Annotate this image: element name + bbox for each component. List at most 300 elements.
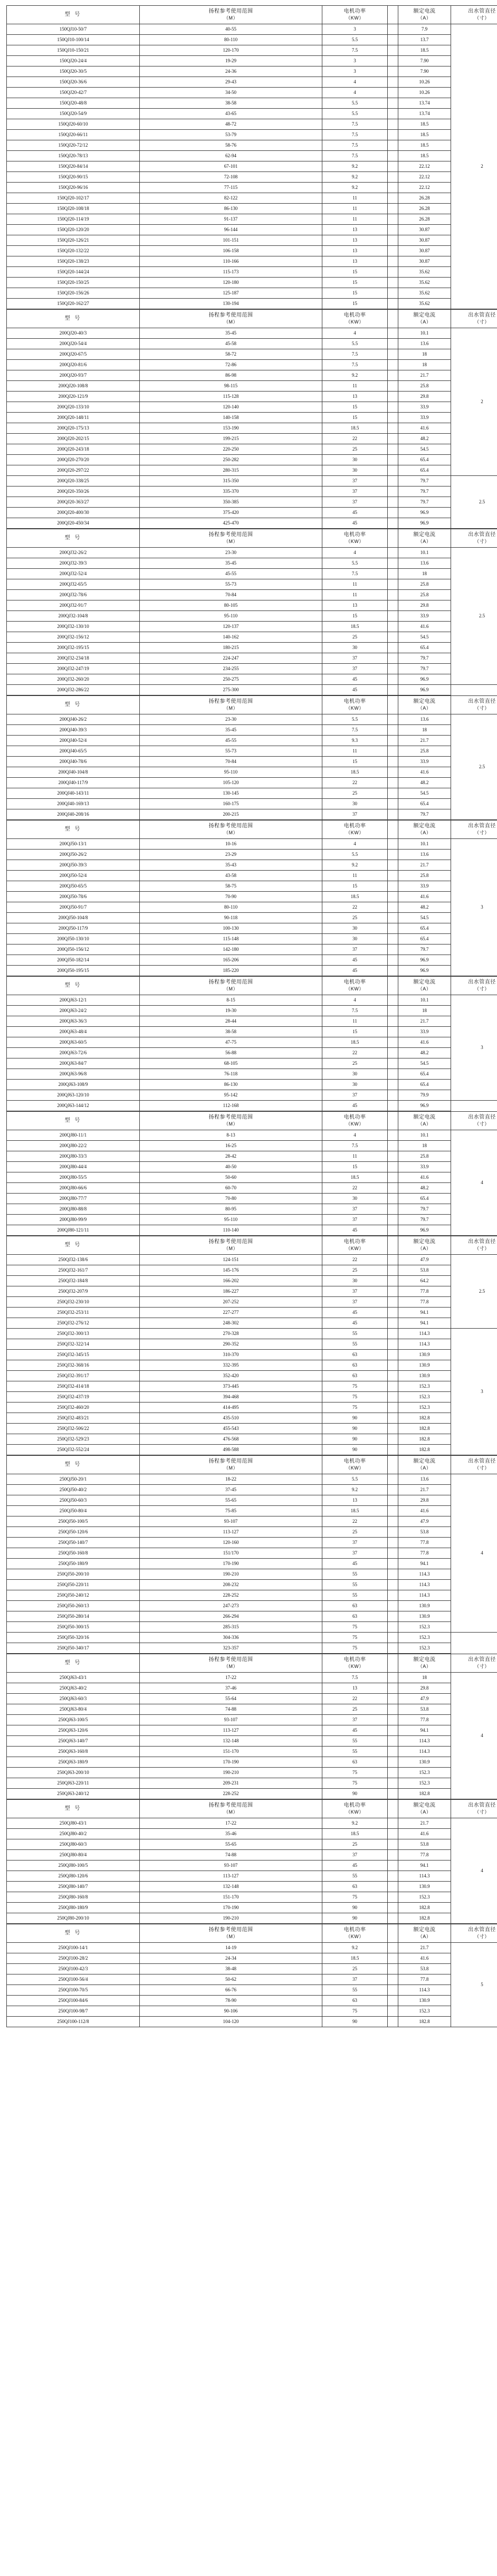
cell-head-range: 352-420 <box>140 1371 322 1381</box>
cell-motor-power: 11 <box>322 590 388 600</box>
cell-rated-current: 79.7 <box>398 809 451 820</box>
cell-head-range: 310-370 <box>140 1350 322 1360</box>
cell-spacer <box>388 1308 398 1318</box>
column-header-spacer <box>388 1112 398 1130</box>
cell-rated-current: 53.8 <box>398 1527 451 1538</box>
cell-model: 250QJ50-260/13 <box>7 1601 140 1611</box>
cell-motor-power: 4 <box>322 548 388 558</box>
cell-rated-current: 77.8 <box>398 1297 451 1308</box>
cell-rated-current: 79.7 <box>398 664 451 674</box>
column-header-rated-current-line1: 额定电流 <box>413 1458 436 1465</box>
cell-rated-current: 18 <box>398 1006 451 1016</box>
cell-spacer <box>388 109 398 119</box>
cell-motor-power: 11 <box>322 1016 388 1027</box>
cell-outlet-diameter: 2.5 <box>451 1255 497 1329</box>
cell-head-range: 112-168 <box>140 1101 322 1111</box>
cell-motor-power: 11 <box>322 746 388 757</box>
cell-spacer <box>388 1974 398 1985</box>
cell-rated-current: 13.6 <box>398 339 451 349</box>
cell-spacer <box>388 1027 398 1037</box>
cell-model: 250QJ63-100/5 <box>7 1715 140 1725</box>
cell-rated-current: 54.5 <box>398 1058 451 1069</box>
table-row <box>7 1818 497 1829</box>
cell-model: 250QJ63-60/3 <box>7 1694 140 1704</box>
cell-motor-power: 25 <box>322 444 388 455</box>
cell-spacer <box>388 1350 398 1360</box>
column-header-outlet-diameter <box>451 820 497 839</box>
cell-model: 200QJ40-169/13 <box>7 799 140 809</box>
column-header-outlet-diameter <box>451 1654 497 1673</box>
column-header-rated-current-line2: （A） <box>417 986 432 991</box>
cell-motor-power: 75 <box>322 1633 388 1643</box>
table-row <box>7 130 497 140</box>
cell-model: 200QJ80-77/7 <box>7 1194 140 1204</box>
cell-head-range: 19-29 <box>140 56 322 66</box>
cell-motor-power: 9.2 <box>322 183 388 193</box>
column-header-outlet-diameter-line1: 出水管直径 <box>468 8 496 15</box>
cell-motor-power: 22 <box>322 1255 388 1265</box>
cell-spacer <box>388 1892 398 1903</box>
column-header-rated-current-line1: 额定电流 <box>413 1802 436 1809</box>
column-header-rated-current <box>398 820 451 839</box>
table-row <box>7 1974 497 1985</box>
cell-model: 200QJ32-286/22 <box>7 685 140 695</box>
cell-spacer <box>388 1818 398 1829</box>
table-row <box>7 119 497 130</box>
cell-spacer <box>388 871 398 881</box>
cell-motor-power: 3 <box>322 24 388 35</box>
cell-model: 200QJ32-195/15 <box>7 643 140 653</box>
cell-model: 200QJ50-182/14 <box>7 955 140 966</box>
column-header-head-range-line2: （M） <box>224 1663 238 1669</box>
table-row <box>7 1715 497 1725</box>
cell-motor-power: 5.5 <box>322 714 388 725</box>
column-header-model <box>7 1654 140 1673</box>
cell-motor-power: 90 <box>322 1789 388 1799</box>
cell-spacer <box>388 1747 398 1757</box>
cell-head-range: 304-336 <box>140 1633 322 1643</box>
cell-spacer <box>388 392 398 402</box>
spec-table <box>6 1654 497 1799</box>
table-row <box>7 736 497 746</box>
cell-head-range: 498-588 <box>140 1445 322 1455</box>
cell-rated-current: 77.8 <box>398 1538 451 1548</box>
column-header-rated-current <box>398 1456 451 1474</box>
cell-spacer <box>388 1445 398 1455</box>
table-row <box>7 1829 497 1839</box>
column-header-model <box>7 1924 140 1943</box>
table-row <box>7 1090 497 1101</box>
cell-spacer <box>388 1683 398 1694</box>
cell-head-range: 38-58 <box>140 1027 322 1037</box>
cell-spacer <box>388 1485 398 1495</box>
cell-spacer <box>388 1413 398 1424</box>
cell-model: 200QJ50-78/6 <box>7 892 140 902</box>
table-header-row <box>7 696 497 714</box>
cell-model: 200QJ32-234/18 <box>7 653 140 664</box>
table-row <box>7 569 497 579</box>
column-header-rated-current-line2: （A） <box>417 705 432 711</box>
cell-model: 200QJ80-66/6 <box>7 1183 140 1194</box>
cell-rated-current: 25.8 <box>398 590 451 600</box>
table-row <box>7 1080 497 1090</box>
column-header-rated-current-line2: （A） <box>417 1465 432 1471</box>
table-row <box>7 1058 497 1069</box>
cell-head-range: 17-22 <box>140 1673 322 1683</box>
table-row <box>7 381 497 392</box>
cell-motor-power: 15 <box>322 1027 388 1037</box>
cell-motor-power: 7.5 <box>322 725 388 736</box>
column-header-motor-power-line1: 电机功率 <box>343 1114 366 1121</box>
cell-head-range: 455-543 <box>140 1424 322 1434</box>
cell-model: 200QJ20-297/22 <box>7 465 140 476</box>
cell-motor-power: 55 <box>322 1329 388 1339</box>
cell-head-range: 35-46 <box>140 1829 322 1839</box>
cell-model: 200QJ20-175/13 <box>7 423 140 434</box>
cell-model: 150QJ20-162/27 <box>7 299 140 309</box>
cell-spacer <box>388 1861 398 1871</box>
cell-head-range: 120-160 <box>140 1538 322 1548</box>
cell-model: 200QJ40-117/9 <box>7 778 140 788</box>
column-header-motor-power <box>322 977 388 995</box>
cell-model: 200QJ20-338/25 <box>7 476 140 486</box>
cell-head-range: 170-190 <box>140 1559 322 1569</box>
cell-motor-power: 7.5 <box>322 1006 388 1016</box>
cell-head-range: 95-110 <box>140 611 322 622</box>
cell-spacer <box>388 860 398 871</box>
spec-table <box>6 820 497 976</box>
column-header-outlet-diameter-line2: （寸） <box>474 1121 490 1127</box>
cell-head-range: 142-180 <box>140 944 322 955</box>
cell-motor-power: 7.5 <box>322 45 388 56</box>
table-row <box>7 1276 497 1286</box>
cell-head-range: 86-130 <box>140 1080 322 1090</box>
cell-head-range: 18-22 <box>140 1474 322 1485</box>
cell-model: 150QJ20-102/17 <box>7 193 140 204</box>
cell-model: 200QJ80-33/3 <box>7 1151 140 1162</box>
cell-motor-power: 75 <box>322 1622 388 1633</box>
cell-model: 250QJ32-322/14 <box>7 1339 140 1350</box>
cell-rated-current: 13.6 <box>398 850 451 860</box>
cell-model: 150QJ20-42/7 <box>7 88 140 98</box>
cell-spacer <box>388 736 398 746</box>
column-header-rated-current-line1: 额定电流 <box>413 8 436 15</box>
column-header-motor-power-line2: （KW） <box>346 1933 364 1939</box>
cell-head-range: 38-58 <box>140 98 322 109</box>
spec-table <box>6 976 497 1111</box>
cell-head-range: 120-140 <box>140 402 322 413</box>
cell-rated-current: 114.3 <box>398 1329 451 1339</box>
cell-spacer <box>388 381 398 392</box>
table-row <box>7 267 497 278</box>
cell-rated-current: 30.87 <box>398 235 451 246</box>
table-row <box>7 1527 497 1538</box>
cell-outlet-diameter: 2 <box>451 24 497 309</box>
cell-head-range: 120-170 <box>140 45 322 56</box>
cell-rated-current: 65.4 <box>398 1069 451 1080</box>
table-row <box>7 944 497 955</box>
cell-rated-current: 182.8 <box>398 1413 451 1424</box>
spec-table <box>6 695 497 820</box>
cell-head-range: 55-65 <box>140 1495 322 1506</box>
cell-model: 200QJ50-156/12 <box>7 944 140 955</box>
cell-model: 200QJ20-67/5 <box>7 349 140 360</box>
cell-rated-current: 33.9 <box>398 402 451 413</box>
column-header-head-range-line2: （M） <box>224 986 238 991</box>
cell-model: 250QJ32-368/16 <box>7 1360 140 1371</box>
column-header-head-range <box>140 529 322 548</box>
column-header-motor-power <box>322 1236 388 1255</box>
cell-head-range: 37-46 <box>140 1683 322 1694</box>
column-header-rated-current-line1: 额定电流 <box>413 312 436 319</box>
cell-head-range: 98-115 <box>140 381 322 392</box>
cell-outlet-diameter: 4 <box>451 1673 497 1799</box>
cell-spacer <box>388 1276 398 1286</box>
table-header-row <box>7 529 497 548</box>
cell-rated-current: 79.7 <box>398 486 451 497</box>
cell-head-range: 375-420 <box>140 508 322 518</box>
cell-model: 250QJ50-200/10 <box>7 1569 140 1580</box>
cell-head-range: 77-115 <box>140 183 322 193</box>
cell-rated-current: 41.6 <box>398 1506 451 1516</box>
cell-rated-current: 18 <box>398 1673 451 1683</box>
cell-model: 250QJ32-529/23 <box>7 1434 140 1445</box>
table-row <box>7 1704 497 1715</box>
cell-spacer <box>388 288 398 299</box>
cell-spacer <box>388 664 398 674</box>
cell-spacer <box>388 1913 398 1924</box>
cell-head-range: 80-105 <box>140 600 322 611</box>
column-header-head-range-line1: 扬程参考使用范围 <box>208 1802 253 1809</box>
cell-model: 200QJ32-78/6 <box>7 590 140 600</box>
cell-spacer <box>388 1255 398 1265</box>
cell-motor-power: 9.2 <box>322 172 388 183</box>
cell-motor-power: 7.5 <box>322 569 388 579</box>
cell-head-range: 86-98 <box>140 370 322 381</box>
cell-motor-power: 90 <box>322 2017 388 2027</box>
table-header-row <box>7 1654 497 1673</box>
table-row <box>7 1371 497 1381</box>
column-header-outlet-diameter-line1: 出水管直径 <box>468 1927 496 1933</box>
cell-motor-power: 7.5 <box>322 360 388 370</box>
cell-motor-power: 37 <box>322 1548 388 1559</box>
cell-head-range: 130-145 <box>140 788 322 799</box>
cell-rated-current: 152.3 <box>398 1622 451 1633</box>
spec-table <box>6 1236 497 1455</box>
cell-head-range: 53-79 <box>140 130 322 140</box>
cell-rated-current: 18.5 <box>398 45 451 56</box>
cell-rated-current: 48.2 <box>398 1183 451 1194</box>
cell-head-range: 35-45 <box>140 725 322 736</box>
table-row <box>7 902 497 913</box>
cell-motor-power: 25 <box>322 1058 388 1069</box>
cell-model: 250QJ63-80/4 <box>7 1704 140 1715</box>
cell-head-range: 58-76 <box>140 140 322 151</box>
cell-model: 150QJ20-78/13 <box>7 151 140 161</box>
column-header-spacer <box>388 1924 398 1943</box>
column-header-outlet-diameter-line2: （寸） <box>474 705 490 711</box>
cell-model: 200QJ32-26/2 <box>7 548 140 558</box>
column-header-spacer <box>388 6 398 24</box>
cell-rated-current: 48.2 <box>398 902 451 913</box>
cell-rated-current: 64.2 <box>398 1276 451 1286</box>
cell-motor-power: 63 <box>322 1996 388 2006</box>
cell-head-range: 323-357 <box>140 1643 322 1654</box>
cell-model: 250QJ32-138/6 <box>7 1255 140 1265</box>
table-row <box>7 486 497 497</box>
table-row <box>7 1985 497 1996</box>
cell-spacer <box>388 1985 398 1996</box>
table-row <box>7 1768 497 1778</box>
table-row <box>7 1757 497 1768</box>
table-row <box>7 328 497 339</box>
cell-motor-power: 37 <box>322 1715 388 1725</box>
cell-model: 150QJ20-60/10 <box>7 119 140 130</box>
cell-model: 200QJ50-52/4 <box>7 871 140 881</box>
cell-spacer <box>388 1580 398 1590</box>
table-row <box>7 1016 497 1027</box>
cell-head-range: 113-127 <box>140 1725 322 1736</box>
cell-model: 200QJ63-24/2 <box>7 1006 140 1016</box>
table-row <box>7 955 497 966</box>
column-header-motor-power <box>322 1924 388 1943</box>
column-header-outlet-diameter-line2: （寸） <box>474 15 490 21</box>
cell-rated-current: 21.7 <box>398 1943 451 1953</box>
cell-spacer <box>388 1611 398 1622</box>
cell-spacer <box>388 558 398 569</box>
cell-spacer <box>388 1069 398 1080</box>
cell-head-range: 115-128 <box>140 392 322 402</box>
cell-rated-current: 35.62 <box>398 267 451 278</box>
column-header-head-range-line1: 扬程参考使用范围 <box>208 979 253 986</box>
cell-model: 250QJ50-100/5 <box>7 1516 140 1527</box>
cell-model: 150QJ20-84/14 <box>7 161 140 172</box>
cell-outlet-diameter: 4 <box>451 1130 497 1236</box>
column-header-outlet-diameter-line2: （寸） <box>474 986 490 991</box>
cell-model: 200QJ50-130/10 <box>7 934 140 944</box>
cell-spacer <box>388 278 398 288</box>
table-row <box>7 1485 497 1495</box>
table-row <box>7 1424 497 1434</box>
cell-model: 200QJ63-60/5 <box>7 1037 140 1048</box>
table-header-row <box>7 1800 497 1818</box>
table-row <box>7 913 497 923</box>
column-header-model-line1: 型 号 <box>64 1805 82 1811</box>
column-header-motor-power-line1: 电机功率 <box>343 1927 366 1933</box>
column-header-motor-power-line1: 电机功率 <box>343 1239 366 1245</box>
cell-motor-power: 5.5 <box>322 558 388 569</box>
cell-spacer <box>388 1704 398 1715</box>
table-row <box>7 1516 497 1527</box>
cell-head-range: 93-107 <box>140 1715 322 1725</box>
table-row <box>7 2006 497 2017</box>
cell-spacer <box>388 1996 398 2006</box>
cell-head-range: 28-42 <box>140 1151 322 1162</box>
table-row <box>7 2017 497 2027</box>
cell-spacer <box>388 235 398 246</box>
table-row <box>7 600 497 611</box>
cell-rated-current: 13.6 <box>398 1474 451 1485</box>
cell-spacer <box>388 757 398 767</box>
cell-model: 250QJ32-506/22 <box>7 1424 140 1434</box>
cell-rated-current: 53.8 <box>398 1839 451 1850</box>
cell-model: 150QJ20-156/26 <box>7 288 140 299</box>
column-header-outlet-diameter-line2: （寸） <box>474 1809 490 1815</box>
cell-motor-power: 63 <box>322 1371 388 1381</box>
cell-model: 200QJ32-52/4 <box>7 569 140 579</box>
cell-motor-power: 3 <box>322 56 388 66</box>
table-row <box>7 204 497 214</box>
cell-model: 250QJ80-200/10 <box>7 1913 140 1924</box>
cell-motor-power: 5.5 <box>322 98 388 109</box>
column-header-outlet-diameter <box>451 1456 497 1474</box>
spec-table <box>6 1799 497 1924</box>
column-header-outlet-diameter-line1: 出水管直径 <box>468 1657 496 1663</box>
table-row <box>7 1633 497 1643</box>
cell-motor-power: 11 <box>322 579 388 590</box>
cell-rated-current: 13.6 <box>398 558 451 569</box>
cell-motor-power: 63 <box>322 1757 388 1768</box>
cell-model: 250QJ80-180/9 <box>7 1903 140 1913</box>
cell-motor-power: 13 <box>322 1683 388 1694</box>
cell-rated-current: 21.7 <box>398 736 451 746</box>
column-header-spacer <box>388 529 398 548</box>
cell-spacer <box>388 1643 398 1654</box>
column-header-motor-power-line1: 电机功率 <box>343 532 366 538</box>
cell-model: 200QJ80-99/9 <box>7 1215 140 1225</box>
cell-motor-power: 55 <box>322 1871 388 1882</box>
table-row <box>7 392 497 402</box>
cell-head-range: 247-273 <box>140 1601 322 1611</box>
table-row <box>7 1255 497 1265</box>
cell-spacer <box>388 140 398 151</box>
cell-motor-power: 55 <box>322 1580 388 1590</box>
cell-motor-power: 55 <box>322 1747 388 1757</box>
cell-spacer <box>388 497 398 508</box>
cell-head-range: 250-282 <box>140 455 322 465</box>
column-header-rated-current-line2: （A） <box>417 1809 432 1815</box>
cell-head-range: 96-144 <box>140 225 322 235</box>
cell-head-range: 90-118 <box>140 913 322 923</box>
cell-outlet-diameter: 2 <box>451 328 497 476</box>
cell-model: 200QJ32-260/20 <box>7 674 140 685</box>
cell-model: 200QJ40-39/3 <box>7 725 140 736</box>
cell-rated-current: 96.9 <box>398 955 451 966</box>
cell-model: 250QJ100-84/6 <box>7 1996 140 2006</box>
cell-motor-power: 18.5 <box>322 892 388 902</box>
column-header-spacer <box>388 1800 398 1818</box>
cell-head-range: 80-95 <box>140 1204 322 1215</box>
cell-spacer <box>388 77 398 88</box>
cell-motor-power: 37 <box>322 476 388 486</box>
column-header-model-line1: 型 号 <box>64 1930 82 1936</box>
cell-rated-current: 13.74 <box>398 109 451 119</box>
cell-head-range: 10-16 <box>140 839 322 850</box>
column-header-head-range <box>140 1654 322 1673</box>
cell-model: 200QJ80-22/2 <box>7 1141 140 1151</box>
cell-spacer <box>388 767 398 778</box>
cell-head-range: 43-65 <box>140 109 322 119</box>
cell-rated-current: 94.1 <box>398 1308 451 1318</box>
table-row <box>7 1569 497 1580</box>
cell-rated-current: 26.28 <box>398 204 451 214</box>
cell-model: 150QJ10-50/7 <box>7 24 140 35</box>
table-row <box>7 360 497 370</box>
column-header-model-line1: 型 号 <box>64 1461 82 1467</box>
cell-rated-current: 21.7 <box>398 1818 451 1829</box>
cell-motor-power: 25 <box>322 1704 388 1715</box>
cell-spacer <box>388 892 398 902</box>
